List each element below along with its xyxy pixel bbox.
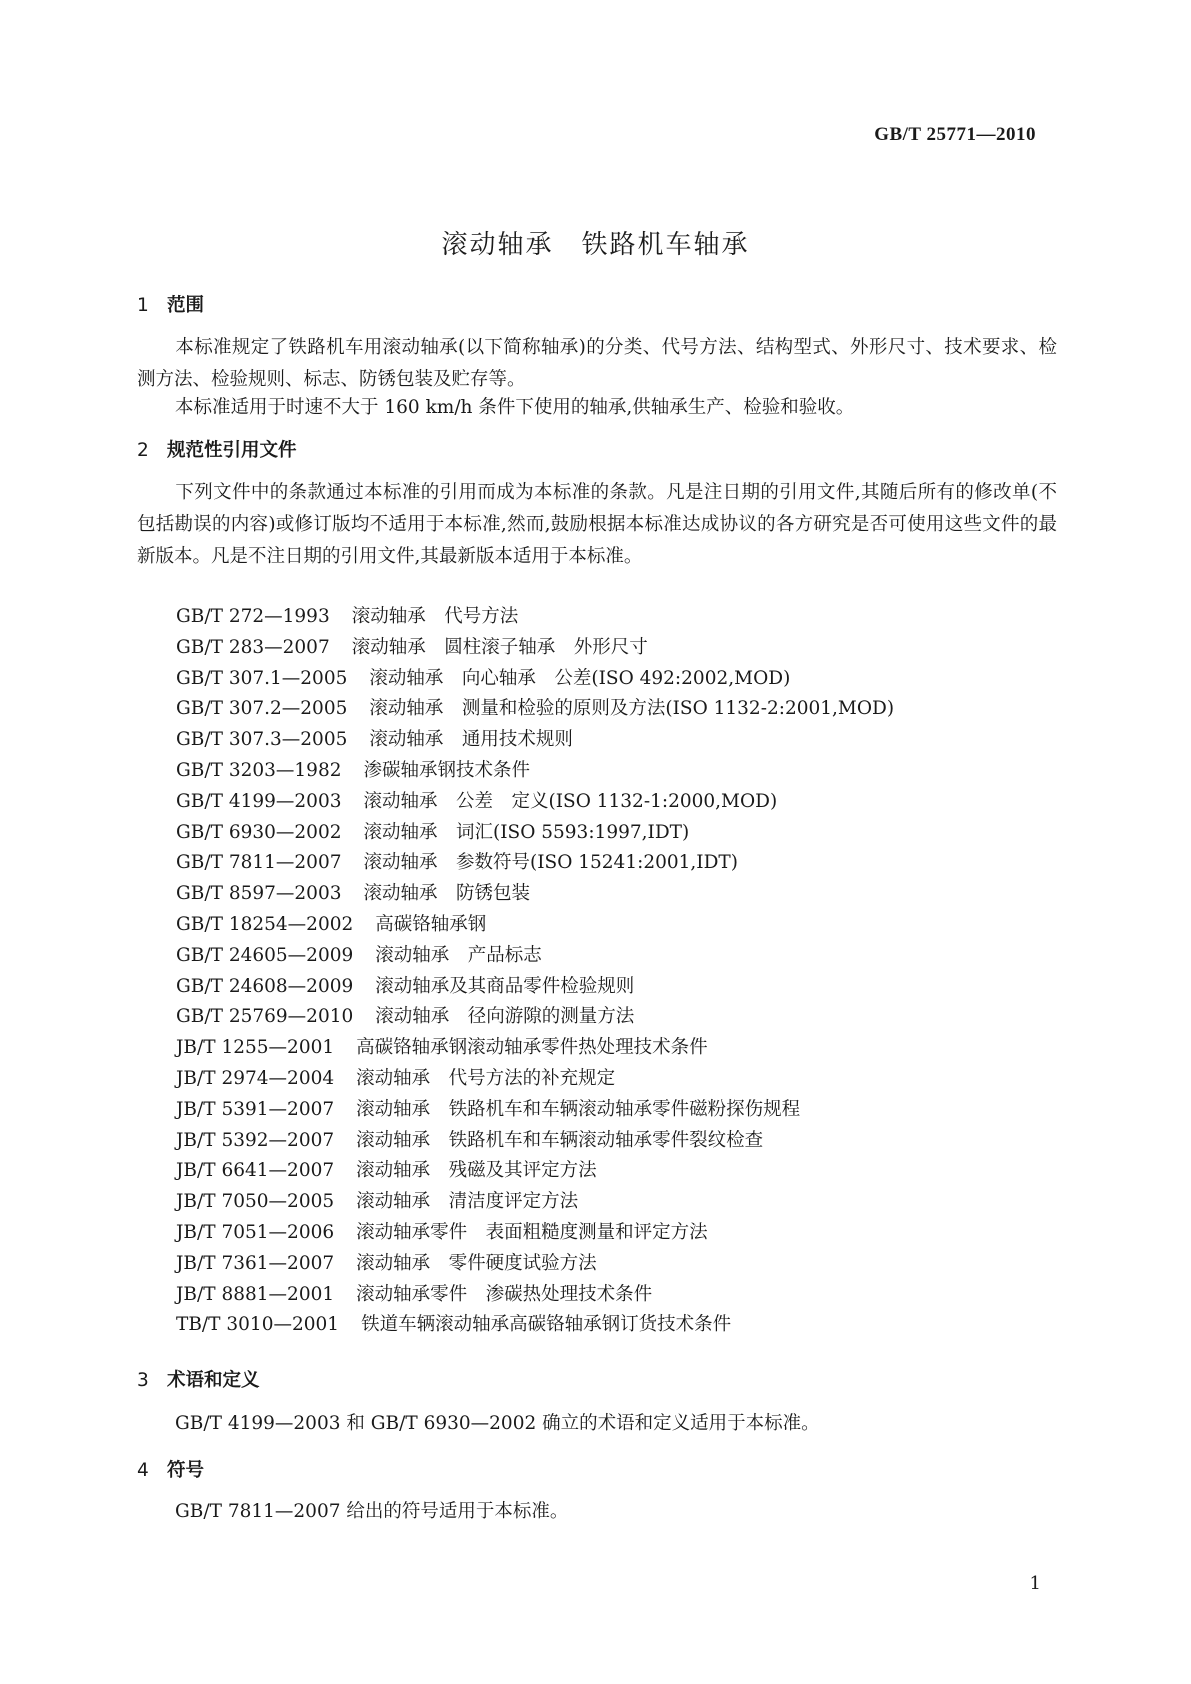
list-item (176, 664, 894, 695)
list-item (176, 879, 894, 910)
list-item (176, 941, 894, 972)
section-number: 3 (137, 1370, 149, 1391)
standard-code: GB/T 25771—2010 (874, 124, 1036, 145)
section-heading-terms-and-definitions (137, 1366, 260, 1392)
paragraph (137, 392, 1057, 424)
list-item (176, 725, 894, 756)
reference-title: 滚动轴承 参数符号(ISO 15241:2001,IDT) (363, 852, 738, 874)
reference-code: JB/T 7361—2007 (176, 1252, 335, 1274)
list-item (176, 818, 894, 849)
reference-code: JB/T 5391—2007 (176, 1098, 335, 1120)
list-item (176, 1187, 894, 1218)
reference-title: 滚动轴承 铁路机车和车辆滚动轴承零件裂纹检查 (356, 1129, 764, 1151)
reference-title: 滚动轴承 防锈包装 (363, 883, 531, 905)
list-item (176, 694, 894, 725)
reference-code: GB/T 24605—2009 (176, 944, 354, 966)
reference-title: 滚动轴承 径向游隙的测量方法 (375, 1006, 635, 1028)
reference-code: JB/T 8881—2001 (176, 1283, 335, 1305)
reference-code: JB/T 5392—2007 (176, 1129, 335, 1151)
reference-code: JB/T 7050—2005 (176, 1191, 335, 1213)
reference-code: JB/T 2974—2004 (176, 1067, 335, 1089)
reference-code: GB/T 272—1993 (176, 606, 330, 627)
section-number: 4 (137, 1460, 149, 1481)
list-item (176, 1126, 894, 1157)
reference-code: GB/T 307.1—2005 (176, 667, 348, 689)
list-item (176, 1218, 894, 1249)
paragraph-text: 下列文件中的条款通过本标准的引用而成为本标准的条款。凡是注日期的引用文件,其随后所有的修改单(不包括勘误的内容)或修订版均不适用于本标准,然而,鼓励根据本标准达成协议的各方研究是否可使用这些文件的最新版本。凡是不注日期的引用文件,其最新版本适用于本标准。 (137, 482, 1057, 567)
paragraph-text: 本标准规定了铁路机车用滚动轴承(以下简称轴承)的分类、代号方法、结构型式、外形尺寸、技术要求、检测方法、检验规则、标志、防锈包装及贮存等。 (137, 337, 1057, 390)
reference-title: 滚动轴承 通用技术规则 (369, 729, 573, 751)
reference-code: GB/T 4199—2003 (176, 790, 342, 812)
reference-title: 滚动轴承 清洁度评定方法 (356, 1191, 579, 1213)
reference-title: 滚动轴承 产品标志 (375, 944, 542, 966)
reference-title: 滚动轴承零件 表面粗糙度测量和评定方法 (356, 1221, 708, 1243)
section-heading-symbols (137, 1456, 204, 1482)
paragraph (137, 477, 1057, 573)
list-item (176, 787, 894, 818)
section-number: 1 (137, 295, 149, 316)
list-item (176, 1002, 894, 1033)
paragraph (137, 332, 1057, 396)
reference-code: GB/T 18254—2002 (176, 913, 354, 935)
reference-title: 高碳铬轴承钢 (375, 913, 487, 935)
list-item (176, 1156, 894, 1187)
list-item (176, 1064, 894, 1095)
page-number: 1 (1029, 1573, 1041, 1594)
reference-list (176, 602, 894, 1341)
section-number: 2 (137, 440, 149, 461)
reference-title: 滚动轴承 圆柱滚子轴承 外形尺寸 (351, 636, 648, 658)
list-item (176, 756, 894, 787)
paragraph-text: GB/T 7811—2007 给出的符号适用于本标准。 (175, 1501, 569, 1522)
reference-code: GB/T 25769—2010 (176, 1006, 354, 1028)
reference-code: JB/T 6641—2007 (176, 1160, 335, 1182)
paragraph (137, 1496, 1057, 1528)
paragraph-text: GB/T 4199—2003 和 GB/T 6930—2002 确立的术语和定义适用于本标准。 (175, 1413, 820, 1434)
section-heading-normative-references (137, 436, 297, 462)
reference-code: GB/T 3203—1982 (176, 759, 342, 781)
section-title: 符号 (167, 1460, 205, 1481)
reference-code: GB/T 307.2—2005 (176, 698, 348, 720)
reference-title: 滚动轴承 代号方法的补充规定 (356, 1067, 616, 1089)
list-item (176, 1095, 894, 1126)
reference-code: GB/T 8597—2003 (176, 883, 342, 905)
section-title: 规范性引用文件 (167, 440, 297, 461)
paragraph-text: 本标准适用于时速不大于 160 km/h 条件下使用的轴承,供轴承生产、检验和验收。 (175, 397, 855, 418)
reference-title: 滚动轴承 零件硬度试验方法 (356, 1252, 597, 1274)
list-item (176, 910, 894, 941)
list-item (176, 1033, 894, 1064)
reference-code: JB/T 1255—2001 (176, 1037, 335, 1059)
list-item (176, 1310, 894, 1341)
reference-code: GB/T 7811—2007 (176, 852, 342, 874)
reference-title: 高碳铬轴承钢滚动轴承零件热处理技术条件 (356, 1037, 708, 1059)
reference-title: 滚动轴承 铁路机车和车辆滚动轴承零件磁粉探伤规程 (356, 1098, 801, 1120)
paragraph (137, 1408, 1057, 1440)
reference-title: 滚动轴承 向心轴承 公差(ISO 492:2002,MOD) (369, 667, 791, 689)
reference-code: GB/T 307.3—2005 (176, 729, 348, 751)
reference-title: 滚动轴承 公差 定义(ISO 1132-1:2000,MOD) (363, 790, 778, 812)
reference-code: TB/T 3010—2001 (176, 1314, 340, 1336)
reference-title: 滚动轴承 残磁及其评定方法 (356, 1160, 597, 1182)
list-item (176, 633, 894, 664)
reference-title: 渗碳轴承钢技术条件 (363, 759, 531, 781)
reference-title: 滚动轴承 代号方法 (351, 606, 519, 627)
reference-title: 滚动轴承零件 渗碳热处理技术条件 (356, 1283, 653, 1305)
reference-title: 滚动轴承及其商品零件检验规则 (375, 975, 635, 997)
reference-code: GB/T 24608—2009 (176, 975, 354, 997)
list-item (176, 602, 894, 633)
reference-title: 滚动轴承 测量和检验的原则及方法(ISO 1132-2:2001,MOD) (369, 698, 895, 720)
list-item (176, 1249, 894, 1280)
list-item (176, 972, 894, 1003)
list-item (176, 848, 894, 879)
reference-code: GB/T 6930—2002 (176, 821, 342, 843)
reference-code: GB/T 283—2007 (176, 636, 330, 658)
reference-title: 滚动轴承 词汇(ISO 5593:1997,IDT) (363, 821, 690, 843)
section-title: 术语和定义 (167, 1370, 260, 1391)
document-title: 滚动轴承 铁路机车轴承 (441, 230, 750, 260)
reference-title: 铁道车辆滚动轴承高碳铬轴承钢订货技术条件 (361, 1314, 732, 1336)
section-heading-scope (137, 291, 204, 317)
reference-code: JB/T 7051—2006 (176, 1221, 335, 1243)
section-title: 范围 (167, 295, 205, 316)
list-item (176, 1280, 894, 1311)
